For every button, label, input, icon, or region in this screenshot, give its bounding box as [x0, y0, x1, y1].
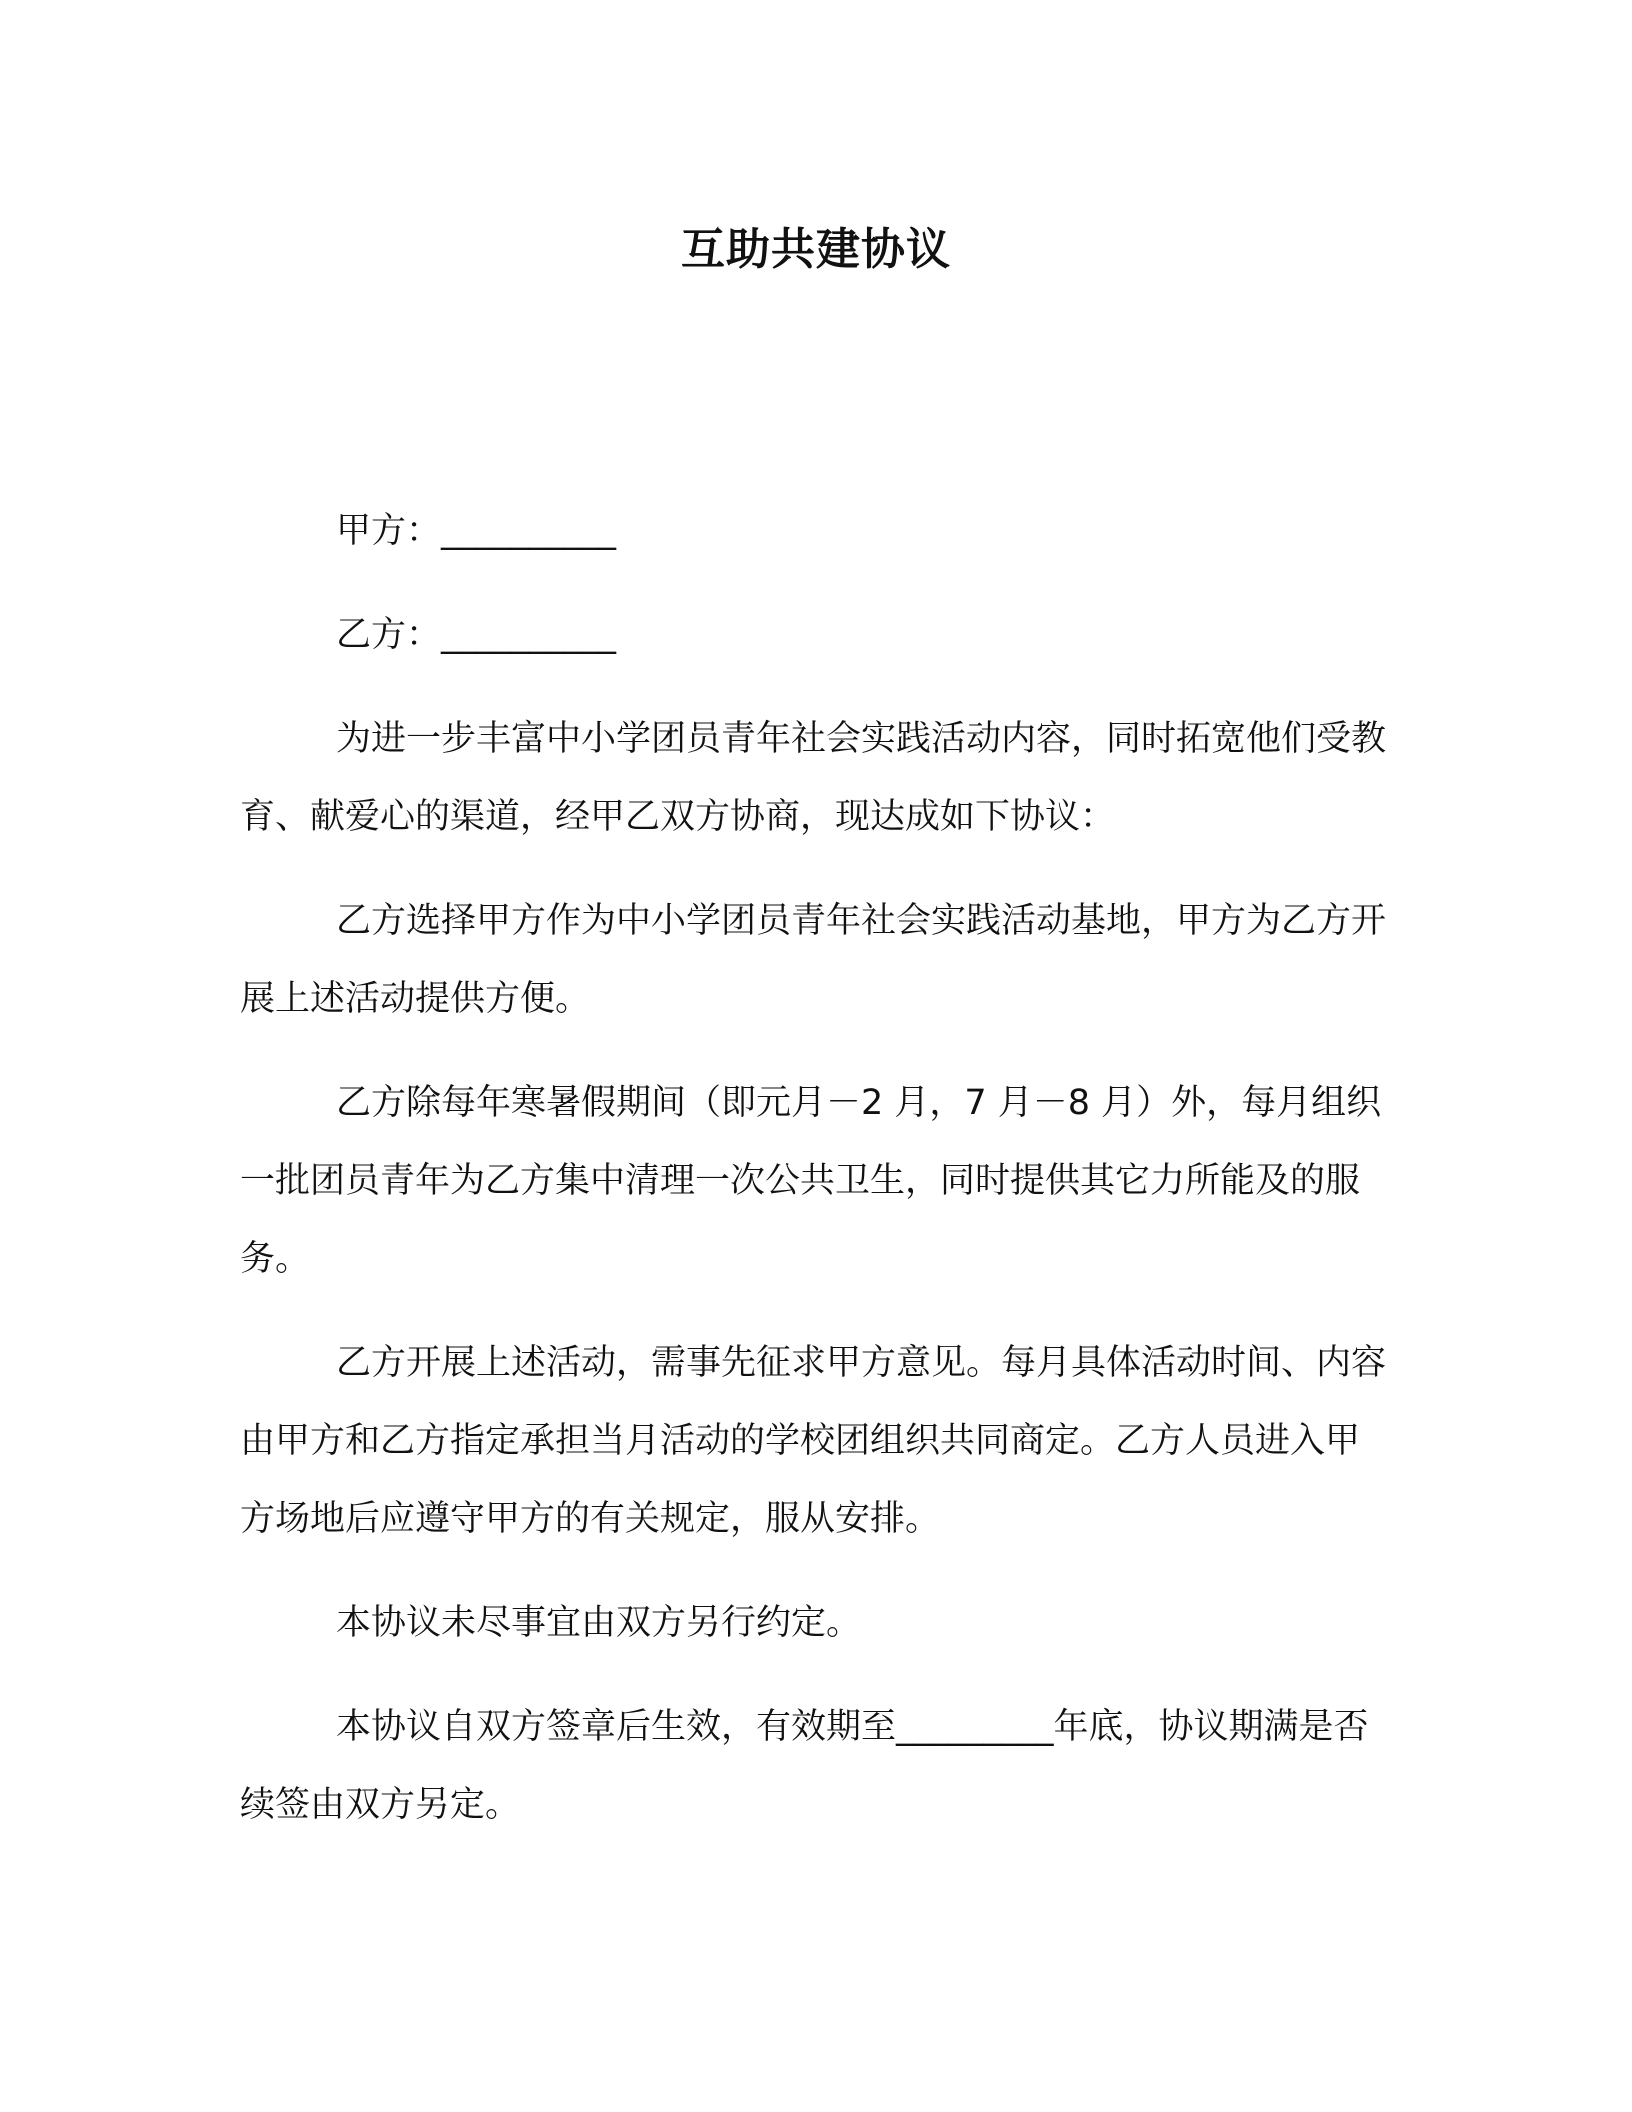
paragraph-base: 乙方选择甲方作为中小学团员青年社会实践活动基地，甲方为乙方开展上述活动提供方便。 — [240, 901, 1387, 1019]
paragraph-unresolved-matters: 本协议未尽事宜由双方另行约定。 — [336, 1603, 862, 1643]
paragraph-validity: 本协议自双方签章后生效，有效期至_________年底，协议期满是否续签由双方另定。 — [240, 1707, 1369, 1825]
document-title: 互助共建协议 — [681, 224, 951, 275]
party-b-line: 乙方：__________ — [336, 615, 617, 655]
paragraph-monthly-service: 乙方除每年寒暑假期间（即元月－2 月，7 月－8 月）外，每月组织一批团员青年为乙方集中清理一次公共卫生，同时提供其它力所能及的服务。 — [240, 1083, 1382, 1279]
document-body — [240, 492, 1390, 1844]
paragraph-arrangement: 乙方开展上述活动，需事先征求甲方意见。每月具体活动时间、内容由甲方和乙方指定承担当月活动的学校团组织共同商定。乙方人员进入甲方场地后应遵守甲方的有关规定，服从安排。 — [240, 1343, 1387, 1539]
party-a-line: 甲方：__________ — [336, 511, 617, 551]
paragraph-purpose: 为进一步丰富中小学团员青年社会实践活动内容，同时拓宽他们受教育、献爱心的渠道，经甲乙双方协商，现达成如下协议： — [240, 719, 1387, 837]
